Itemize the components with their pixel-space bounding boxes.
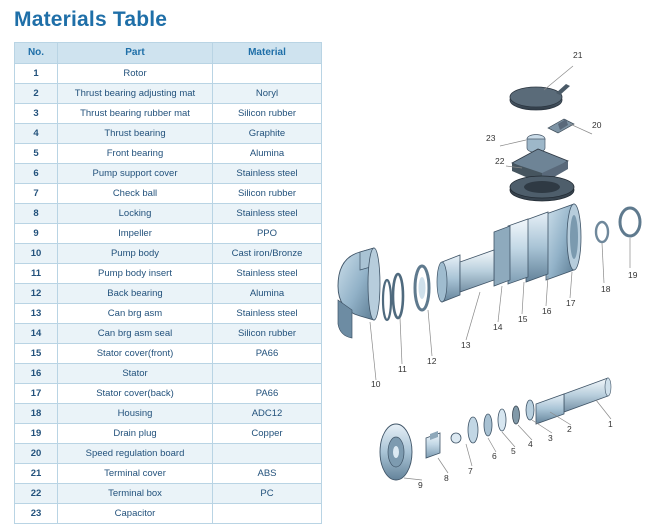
group-main-assembly (338, 204, 640, 338)
callout-9: 9 (418, 480, 423, 490)
group-terminal-assembly (510, 84, 574, 201)
cell-material: Graphite (213, 124, 322, 144)
part-12-back-bearing (415, 266, 429, 310)
callout-6: 6 (492, 451, 497, 461)
callout-20: 20 (592, 120, 602, 130)
part-11-pump-body-insert (393, 274, 403, 318)
cell-part: Housing (58, 404, 213, 424)
part-17-stator-cover-back (546, 204, 581, 280)
cell-part: Front bearing (58, 144, 213, 164)
cell-material: ADC12 (213, 404, 322, 424)
table-row (15, 164, 322, 184)
cell-part: Stator (58, 364, 213, 384)
callout-12: 12 (427, 356, 437, 366)
cell-material: Stainless steel (213, 304, 322, 324)
cell-part: Stator cover(front) (58, 344, 213, 364)
cell-material: Silicon rubber (213, 324, 322, 344)
cell-no: 1 (15, 64, 58, 84)
callout-5: 5 (511, 446, 516, 456)
cell-material: PC (213, 484, 322, 504)
cell-no: 10 (15, 244, 58, 264)
cell-no: 20 (15, 444, 58, 464)
cell-part: Thrust bearing rubber mat (58, 104, 213, 124)
cell-material (213, 364, 322, 384)
cell-part: Impeller (58, 224, 213, 244)
cell-no: 18 (15, 404, 58, 424)
part-18-housing-ring (596, 222, 608, 242)
page-title: Materials Table (14, 8, 168, 31)
table-row (15, 104, 322, 124)
cell-no: 9 (15, 224, 58, 244)
cell-material: Alumina (213, 284, 322, 304)
cell-material: PA66 (213, 344, 322, 364)
cell-part: Thrust bearing adjusting mat (58, 84, 213, 104)
cell-material: Silicon rubber (213, 104, 322, 124)
table-row (15, 484, 322, 504)
part-14-can-brg-asm-seal (494, 226, 510, 286)
table-row (15, 264, 322, 284)
cell-material (213, 444, 322, 464)
callout-1: 1 (608, 419, 613, 429)
callout-3: 3 (548, 433, 553, 443)
cell-part: Speed regulation board (58, 444, 213, 464)
table-row (15, 404, 322, 424)
cell-part: Terminal box (58, 484, 213, 504)
cell-no: 4 (15, 124, 58, 144)
part-15-stator-cover-front (508, 219, 528, 284)
cell-material (213, 504, 322, 524)
table-row (15, 364, 322, 384)
callout-11: 11 (398, 364, 407, 374)
cell-no: 5 (15, 144, 58, 164)
cell-no: 17 (15, 384, 58, 404)
callout-7: 7 (468, 466, 473, 476)
table-row (15, 384, 322, 404)
cell-material: ABS (213, 464, 322, 484)
table-row (15, 284, 322, 304)
part-13-can-brg-asm (437, 250, 494, 302)
part-4-thrust-bearing (498, 409, 506, 431)
table-row (15, 64, 322, 84)
callout-14: 14 (493, 322, 503, 332)
column-header-no: No. (15, 43, 58, 64)
cell-no: 15 (15, 344, 58, 364)
column-header-part: Part (58, 43, 213, 64)
cell-material: Alumina (213, 144, 322, 164)
table-row (15, 224, 322, 244)
callout-15: 15 (518, 314, 528, 324)
cell-part: Back bearing (58, 284, 213, 304)
callout-23: 23 (486, 133, 496, 143)
callout-22: 22 (495, 156, 505, 166)
callout-16: 16 (542, 306, 552, 316)
part-terminal-base-plate (510, 176, 574, 201)
cell-part: Drain plug (58, 424, 213, 444)
cell-no: 8 (15, 204, 58, 224)
part-1-rotor (536, 378, 611, 424)
cell-part: Rotor (58, 64, 213, 84)
cell-no: 19 (15, 424, 58, 444)
cell-no: 16 (15, 364, 58, 384)
table-row (15, 304, 322, 324)
table-row (15, 444, 322, 464)
table-header-row (15, 43, 322, 64)
cell-part: Pump body (58, 244, 213, 264)
cell-no: 22 (15, 484, 58, 504)
materials-table-wrapper (14, 42, 320, 524)
part-8-locking (426, 431, 440, 458)
cell-material (213, 64, 322, 84)
part-2-thrust-bearing-adjusting-mat (526, 400, 534, 420)
part-6-pump-support-cover (468, 417, 478, 443)
cell-material: Stainless steel (213, 264, 322, 284)
cell-material: PPO (213, 224, 322, 244)
table-row (15, 124, 322, 144)
table-row (15, 244, 322, 264)
part-oring-extra (383, 280, 391, 320)
cell-part: Locking (58, 204, 213, 224)
cell-no: 6 (15, 164, 58, 184)
cell-no: 11 (15, 264, 58, 284)
callout-19: 19 (628, 270, 638, 280)
cell-material: PA66 (213, 384, 322, 404)
cell-part: Check ball (58, 184, 213, 204)
cell-material: Stainless steel (213, 204, 322, 224)
cell-no: 7 (15, 184, 58, 204)
group-rotor-assembly (380, 378, 611, 480)
part-19-drain-plug (620, 208, 640, 236)
cell-material: Cast iron/Bronze (213, 244, 322, 264)
callout-21: 21 (573, 50, 583, 60)
table-row (15, 84, 322, 104)
part-10-pump-body (338, 248, 380, 338)
table-row (15, 424, 322, 444)
cell-material: Silicon rubber (213, 184, 322, 204)
cell-part: Pump support cover (58, 164, 213, 184)
cell-part: Can brg asm seal (58, 324, 213, 344)
part-3-thrust-bearing-rubber-mat (513, 406, 520, 424)
table-head (15, 43, 322, 64)
cell-no: 23 (15, 504, 58, 524)
table-row (15, 204, 322, 224)
cell-no: 3 (15, 104, 58, 124)
cell-material: Stainless steel (213, 164, 322, 184)
cell-material: Noryl (213, 84, 322, 104)
part-21-terminal-cover (510, 84, 570, 110)
cell-part: Stator cover(back) (58, 384, 213, 404)
callout-4: 4 (528, 439, 533, 449)
part-5-front-bearing (484, 414, 492, 436)
cell-part: Terminal cover (58, 464, 213, 484)
cell-no: 12 (15, 284, 58, 304)
cell-part: Capacitor (58, 504, 213, 524)
cell-no: 21 (15, 464, 58, 484)
callout-2: 2 (567, 424, 572, 434)
table-row (15, 504, 322, 524)
cell-no: 13 (15, 304, 58, 324)
cell-part: Pump body insert (58, 264, 213, 284)
part-20-speed-regulation-board (548, 119, 574, 133)
part-9-impeller (380, 424, 412, 480)
materials-table (14, 42, 322, 524)
cell-no: 2 (15, 84, 58, 104)
part-16-stator (526, 212, 548, 282)
table-body (15, 64, 322, 524)
callout-18: 18 (601, 284, 611, 294)
table-row (15, 144, 322, 164)
table-row (15, 344, 322, 364)
cell-part: Can brg asm (58, 304, 213, 324)
table-row (15, 184, 322, 204)
exploded-assembly-diagram (330, 0, 660, 532)
table-row (15, 324, 322, 344)
cell-no: 14 (15, 324, 58, 344)
column-header-material: Material (213, 43, 322, 64)
callout-13: 13 (461, 340, 471, 350)
callout-10: 10 (371, 379, 381, 389)
callout-8: 8 (444, 473, 449, 483)
cell-part: Thrust bearing (58, 124, 213, 144)
cell-material: Copper (213, 424, 322, 444)
part-7-check-ball (451, 433, 461, 443)
callout-17: 17 (566, 298, 576, 308)
table-row (15, 464, 322, 484)
